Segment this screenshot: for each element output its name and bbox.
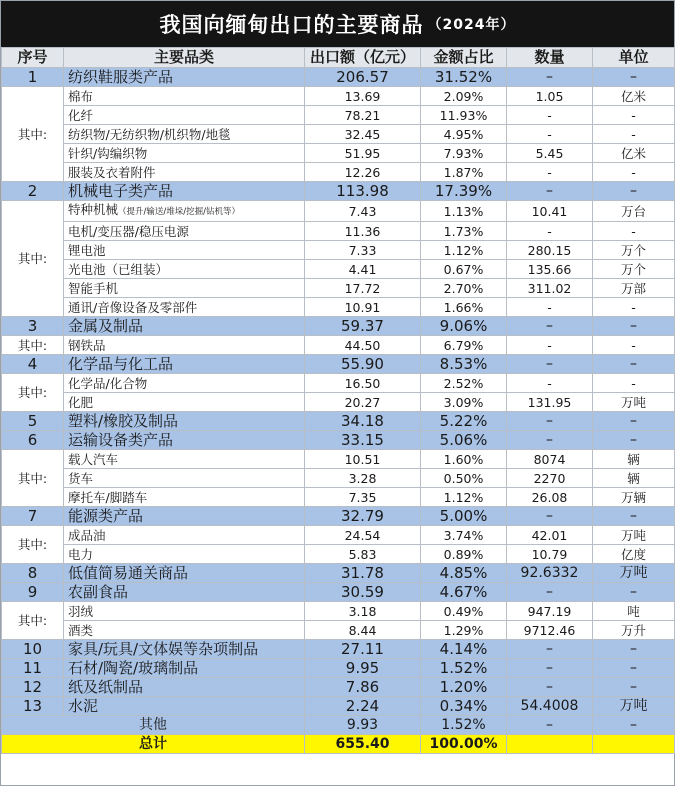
row-export-value: 51.95: [305, 144, 421, 163]
category-row: [2, 640, 675, 659]
row-quantity: 131.95: [507, 393, 593, 412]
row-share: 9.06%: [421, 317, 507, 336]
row-subcategory: [64, 545, 305, 564]
row-quantity: –: [507, 317, 593, 336]
row-share: 1.20%: [421, 678, 507, 697]
row-share: 6.79%: [421, 336, 507, 355]
category-row: [2, 412, 675, 431]
col-unit: 单位: [593, 48, 675, 68]
row-seq: 9: [2, 583, 64, 602]
row-unit: -: [593, 163, 675, 182]
subitem-row: [2, 621, 675, 640]
row-unit: 吨: [593, 602, 675, 621]
subcategory-text: 通讯/音像设备及零部件: [68, 299, 198, 315]
row-unit: -: [593, 298, 675, 317]
group-label: 其中:: [2, 87, 64, 182]
subitem-row: [2, 241, 675, 260]
row-quantity: –: [507, 68, 593, 87]
row-subcategory: [64, 336, 305, 355]
row-unit: –: [593, 68, 675, 87]
row-share: 1.12%: [421, 241, 507, 260]
row-quantity: 135.66: [507, 260, 593, 279]
row-unit: 亿米: [593, 144, 675, 163]
col-share: 金额占比: [421, 48, 507, 68]
category-row: [2, 678, 675, 697]
row-export-value: 8.44: [305, 621, 421, 640]
row-quantity: –: [507, 355, 593, 374]
row-unit: -: [593, 374, 675, 393]
subitem-row: [2, 201, 675, 222]
export-table: [1, 47, 675, 754]
row-seq: 3: [2, 317, 64, 336]
row-unit: -: [593, 336, 675, 355]
row-seq: 1: [2, 68, 64, 87]
row-export-value: 59.37: [305, 317, 421, 336]
subitem-row: [2, 260, 675, 279]
title-text: 我国向缅甸出口的主要商品: [159, 13, 424, 37]
row-subcategory: [64, 241, 305, 260]
category-row: [2, 583, 675, 602]
row-subcategory: [64, 163, 305, 182]
row-unit: 万台: [593, 201, 675, 222]
subcategory-text: 货车: [68, 470, 94, 486]
row-category: 纺织鞋服类产品: [64, 68, 305, 87]
subcategory-text: 化学品/化合物: [68, 375, 148, 391]
row-share: 11.93%: [421, 106, 507, 125]
header-row: [2, 48, 675, 68]
subitem-row: [2, 393, 675, 412]
subitem-row: [2, 469, 675, 488]
row-category: 金属及制品: [64, 317, 305, 336]
row-category: 家具/玩具/文体娱等杂项制品: [64, 640, 305, 659]
subcategory-text: 服装及衣着附件: [68, 164, 156, 180]
row-export-value: 34.18: [305, 412, 421, 431]
title-year: （2024年）: [427, 17, 516, 33]
subitem-row: [2, 87, 675, 106]
row-share: 3.74%: [421, 526, 507, 545]
row-seq: 8: [2, 564, 64, 583]
row-quantity: –: [507, 412, 593, 431]
subitem-row: [2, 450, 675, 469]
row-unit: 辆: [593, 469, 675, 488]
row-quantity: -: [507, 336, 593, 355]
subitem-row: [2, 602, 675, 621]
row-share: 0.67%: [421, 260, 507, 279]
row-share: 8.53%: [421, 355, 507, 374]
total-row: [2, 735, 675, 754]
subcategory-text: 化肥: [68, 394, 94, 410]
row-subcategory: [64, 298, 305, 317]
row-share: 1.29%: [421, 621, 507, 640]
subcategory-text: 摩托车/脚踏车: [68, 489, 148, 505]
subitem-row: [2, 545, 675, 564]
row-unit: 亿度: [593, 545, 675, 564]
row-subcategory: [64, 144, 305, 163]
row-export-value: 27.11: [305, 640, 421, 659]
row-unit: -: [593, 125, 675, 144]
group-label: 其中:: [2, 374, 64, 412]
row-unit: –: [593, 431, 675, 450]
row-export-value: 7.86: [305, 678, 421, 697]
row-share: 1.12%: [421, 488, 507, 507]
row-subcategory: [64, 222, 305, 241]
subcategory-text: 特种机械: [68, 202, 119, 217]
row-subcategory: [64, 526, 305, 545]
row-export-value: 32.45: [305, 125, 421, 144]
row-category: 低值简易通关商品: [64, 564, 305, 583]
row-quantity: [507, 735, 593, 754]
category-row: [2, 68, 675, 87]
row-unit: 万吨: [593, 526, 675, 545]
row-quantity: –: [507, 583, 593, 602]
row-share: 1.52%: [421, 659, 507, 678]
row-category: 塑料/橡胶及制品: [64, 412, 305, 431]
subcategory-text: 羽绒: [68, 603, 94, 619]
subcategory-text: 纺织物/无纺织物/机织物/地毯: [68, 126, 231, 142]
subcategory-text: 电力: [68, 546, 94, 562]
row-seq: 5: [2, 412, 64, 431]
row-share: 1.73%: [421, 222, 507, 241]
row-seq: 13: [2, 697, 64, 716]
row-export-value: 206.57: [305, 68, 421, 87]
row-quantity: –: [507, 640, 593, 659]
row-quantity: -: [507, 222, 593, 241]
row-export-value: 24.54: [305, 526, 421, 545]
row-quantity: 1.05: [507, 87, 593, 106]
row-export-value: 16.50: [305, 374, 421, 393]
category-row: [2, 317, 675, 336]
row-quantity: 311.02: [507, 279, 593, 298]
subcategory-text: 锂电池: [68, 242, 106, 258]
row-export-value: 9.95: [305, 659, 421, 678]
row-unit: –: [593, 583, 675, 602]
col-seq: 序号: [2, 48, 64, 68]
row-export-value: 11.36: [305, 222, 421, 241]
group-label: 其中:: [2, 602, 64, 640]
row-export-value: 7.43: [305, 201, 421, 222]
row-share: 1.87%: [421, 163, 507, 182]
group-label: 其中:: [2, 450, 64, 507]
subcategory-text: 酒类: [68, 622, 94, 638]
category-row: [2, 564, 675, 583]
row-seq: 11: [2, 659, 64, 678]
row-seq: 10: [2, 640, 64, 659]
table-body: [2, 68, 675, 754]
row-quantity: 2270: [507, 469, 593, 488]
row-subcategory: [64, 125, 305, 144]
row-share: 4.14%: [421, 640, 507, 659]
subitem-row: [2, 106, 675, 125]
row-seq: 2: [2, 182, 64, 201]
row-export-value: 113.98: [305, 182, 421, 201]
row-export-value: 4.41: [305, 260, 421, 279]
row-share: 5.00%: [421, 507, 507, 526]
subitem-row: [2, 144, 675, 163]
subcategory-text: 化纤: [68, 107, 94, 123]
row-unit: 万个: [593, 260, 675, 279]
row-quantity: -: [507, 163, 593, 182]
row-quantity: –: [507, 716, 593, 735]
row-unit: 万个: [593, 241, 675, 260]
row-export-value: 3.18: [305, 602, 421, 621]
row-subcategory: [64, 621, 305, 640]
row-subcategory: [64, 279, 305, 298]
row-export-value: 7.35: [305, 488, 421, 507]
row-export-value: 20.27: [305, 393, 421, 412]
category-row: [2, 659, 675, 678]
row-export-value: 13.69: [305, 87, 421, 106]
row-export-value: 30.59: [305, 583, 421, 602]
col-quantity: 数量: [507, 48, 593, 68]
subitem-row: [2, 374, 675, 393]
row-subcategory: [64, 488, 305, 507]
row-unit: 万吨: [593, 697, 675, 716]
row-share: 7.93%: [421, 144, 507, 163]
row-subcategory: [64, 106, 305, 125]
row-quantity: 280.15: [507, 241, 593, 260]
row-category: 化学品与化工品: [64, 355, 305, 374]
page-title: [1, 1, 674, 47]
row-quantity: -: [507, 298, 593, 317]
row-unit: 万部: [593, 279, 675, 298]
row-export-value: 32.79: [305, 507, 421, 526]
row-unit: [593, 735, 675, 754]
row-share: 1.13%: [421, 201, 507, 222]
row-quantity: 9712.46: [507, 621, 593, 640]
row-unit: –: [593, 412, 675, 431]
row-quantity: 8074: [507, 450, 593, 469]
row-seq: 6: [2, 431, 64, 450]
row-unit: –: [593, 640, 675, 659]
row-share: 0.50%: [421, 469, 507, 488]
row-share: 0.49%: [421, 602, 507, 621]
row-unit: –: [593, 182, 675, 201]
row-category: 机械电子类产品: [64, 182, 305, 201]
row-export-value: 5.83: [305, 545, 421, 564]
group-label: 其中:: [2, 201, 64, 317]
group-label: 其中:: [2, 336, 64, 355]
row-category: 能源类产品: [64, 507, 305, 526]
subitem-row: [2, 336, 675, 355]
subitem-row: [2, 526, 675, 545]
row-share: 1.66%: [421, 298, 507, 317]
row-unit: 亿米: [593, 87, 675, 106]
row-share: 2.70%: [421, 279, 507, 298]
row-export-value: 55.90: [305, 355, 421, 374]
row-unit: 万升: [593, 621, 675, 640]
row-unit: 辆: [593, 450, 675, 469]
row-share: 3.09%: [421, 393, 507, 412]
row-export-value: 10.91: [305, 298, 421, 317]
category-row: [2, 697, 675, 716]
row-unit: –: [593, 716, 675, 735]
row-unit: –: [593, 659, 675, 678]
row-unit: –: [593, 678, 675, 697]
row-export-value: 2.24: [305, 697, 421, 716]
row-category: 石材/陶瓷/玻璃制品: [64, 659, 305, 678]
subcategory-text: 棉布: [68, 88, 94, 104]
subcategory-text: 钢铁品: [68, 337, 106, 353]
row-quantity: –: [507, 659, 593, 678]
row-export-value: 33.15: [305, 431, 421, 450]
subcategory-text: 成品油: [68, 527, 106, 543]
category-row: [2, 355, 675, 374]
col-export-value: 出口额（亿元）: [305, 48, 421, 68]
row-export-value: 655.40: [305, 735, 421, 754]
row-export-value: 78.21: [305, 106, 421, 125]
row-unit: –: [593, 317, 675, 336]
subcategory-text: 光电池（已组装）: [68, 261, 169, 277]
row-unit: -: [593, 222, 675, 241]
row-share: 31.52%: [421, 68, 507, 87]
row-subcategory: [64, 450, 305, 469]
row-export-value: 12.26: [305, 163, 421, 182]
row-subcategory: [64, 393, 305, 412]
row-share: 1.60%: [421, 450, 507, 469]
row-subcategory: [64, 374, 305, 393]
row-share: 5.22%: [421, 412, 507, 431]
row-quantity: 42.01: [507, 526, 593, 545]
row-export-value: 44.50: [305, 336, 421, 355]
row-subcategory: [64, 469, 305, 488]
row-quantity: 26.08: [507, 488, 593, 507]
total-label: 总计: [2, 735, 305, 754]
group-label: 其中:: [2, 526, 64, 564]
other-row: [2, 716, 675, 735]
row-quantity: 10.41: [507, 201, 593, 222]
row-share: 100.00%: [421, 735, 507, 754]
row-share: 4.95%: [421, 125, 507, 144]
row-quantity: –: [507, 431, 593, 450]
row-quantity: 947.19: [507, 602, 593, 621]
subitem-row: [2, 222, 675, 241]
row-seq: 12: [2, 678, 64, 697]
row-export-value: 31.78: [305, 564, 421, 583]
row-subcategory: [64, 201, 305, 222]
row-quantity: -: [507, 125, 593, 144]
row-unit: –: [593, 355, 675, 374]
row-share: 0.89%: [421, 545, 507, 564]
row-share: 2.52%: [421, 374, 507, 393]
subitem-row: [2, 279, 675, 298]
row-unit: 万吨: [593, 564, 675, 583]
subcategory-note: （提升/输送/堆垛/挖掘/钻机等）: [118, 207, 240, 217]
row-unit: 万辆: [593, 488, 675, 507]
row-category: 运输设备类产品: [64, 431, 305, 450]
subcategory-text: 针织/钩编织物: [68, 145, 148, 161]
row-share: 0.34%: [421, 697, 507, 716]
subcategory-text: 载人汽车: [68, 451, 119, 467]
row-category: 水泥: [64, 697, 305, 716]
row-quantity: -: [507, 106, 593, 125]
category-row: [2, 182, 675, 201]
row-seq: 4: [2, 355, 64, 374]
subcategory-text: 电机/变压器/稳压电源: [68, 223, 189, 239]
subcategory-text: 智能手机: [68, 280, 119, 296]
row-share: 2.09%: [421, 87, 507, 106]
row-seq: 7: [2, 507, 64, 526]
row-unit: 万吨: [593, 393, 675, 412]
row-quantity: –: [507, 507, 593, 526]
row-export-value: 10.51: [305, 450, 421, 469]
row-subcategory: [64, 260, 305, 279]
row-export-value: 9.93: [305, 716, 421, 735]
col-category: 主要品类: [64, 48, 305, 68]
row-quantity: –: [507, 182, 593, 201]
row-export-value: 17.72: [305, 279, 421, 298]
row-subcategory: [64, 87, 305, 106]
other-label: 其他: [2, 716, 305, 735]
row-quantity: 5.45: [507, 144, 593, 163]
row-quantity: -: [507, 374, 593, 393]
row-share: 5.06%: [421, 431, 507, 450]
row-share: 4.67%: [421, 583, 507, 602]
subitem-row: [2, 125, 675, 144]
row-unit: -: [593, 106, 675, 125]
subitem-row: [2, 488, 675, 507]
row-share: 17.39%: [421, 182, 507, 201]
subitem-row: [2, 163, 675, 182]
row-category: 纸及纸制品: [64, 678, 305, 697]
row-export-value: 3.28: [305, 469, 421, 488]
subitem-row: [2, 298, 675, 317]
row-category: 农副食品: [64, 583, 305, 602]
row-unit: –: [593, 507, 675, 526]
row-share: 1.52%: [421, 716, 507, 735]
row-share: 4.85%: [421, 564, 507, 583]
row-quantity: 54.4008: [507, 697, 593, 716]
row-export-value: 7.33: [305, 241, 421, 260]
row-quantity: 92.6332: [507, 564, 593, 583]
category-row: [2, 507, 675, 526]
row-subcategory: [64, 602, 305, 621]
row-quantity: –: [507, 678, 593, 697]
category-row: [2, 431, 675, 450]
row-quantity: 10.79: [507, 545, 593, 564]
